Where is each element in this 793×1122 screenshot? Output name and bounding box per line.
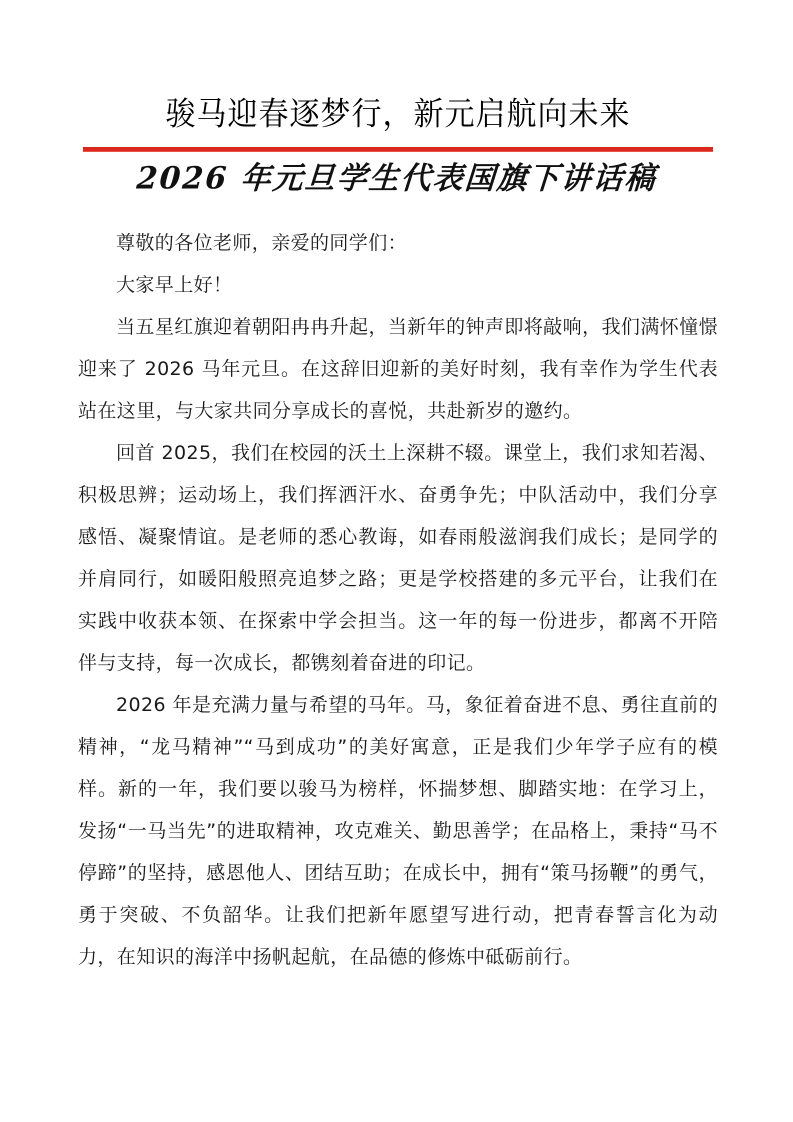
document-title-main: 骏马迎春逐梦行，新元启航向未来 xyxy=(165,96,631,134)
paragraph-opening: 当五星红旗迎着朝阳冉冉升起，当新年的钟声即将敲响，我们满怀憧憬迎来了 2026 马年元旦。在这辞旧迎新的美好时刻，我有幸作为学生代表站在这里，与大家共同分享成长的喜悦，共赴新岁的邀约。 xyxy=(78,315,718,422)
paragraph-review: 回首 2025，我们在校园的沃土上深耕不辍。课堂上，我们求知若渴、积极思辨；运动场上，我们挥洒汗水、奋勇争先；中队活动中，我们分享感悟、凝聚情谊。是老师的悉心教诲，如春雨般滋润我们成长；是同学的并肩同行，如暖阳般照亮追梦之路；更是学校搭建的多元平台，让我们在实践中收获本领、在探索中学会担当。这一年的每一份进步，都离不开陪伴与支持，每一次成长，都镌刻着奋进的印记。 xyxy=(78,441,718,674)
document-title-sub: 2026 年元旦学生代表国旗下讲话稿 xyxy=(135,161,658,198)
document-content xyxy=(78,222,718,978)
title-block xyxy=(78,95,718,198)
paragraph-greeting: 大家早上好！ xyxy=(116,273,233,296)
document-body xyxy=(78,0,718,978)
paragraph-salutation: 尊敬的各位老师，亲爱的同学们： xyxy=(116,231,408,254)
paragraph-outlook: 2026 年是充满力量与希望的马年。马，象征着奋进不息、勇往直前的精神，“龙马精神”“马到成功”的美好寓意，正是我们少年学子应有的模样。新的一年，我们要以骏马为榜样，怀揣梦想、脚踏实地：在学习上，发扬“一马当先”的进取精神，攻克难关、勤思善学；在品格上，秉持“马不停蹄”的坚持，感恩他人、团结互助；在成长中，拥有“策马扬鞭”的勇气，勇于突破、不负韶华。让我们把新年愿望写进行动，把青春誓言化为动力，在知识的海洋中扬帆起航，在品德的修炼中砥砺前行。 xyxy=(78,693,718,968)
red-divider-rule xyxy=(83,147,713,152)
